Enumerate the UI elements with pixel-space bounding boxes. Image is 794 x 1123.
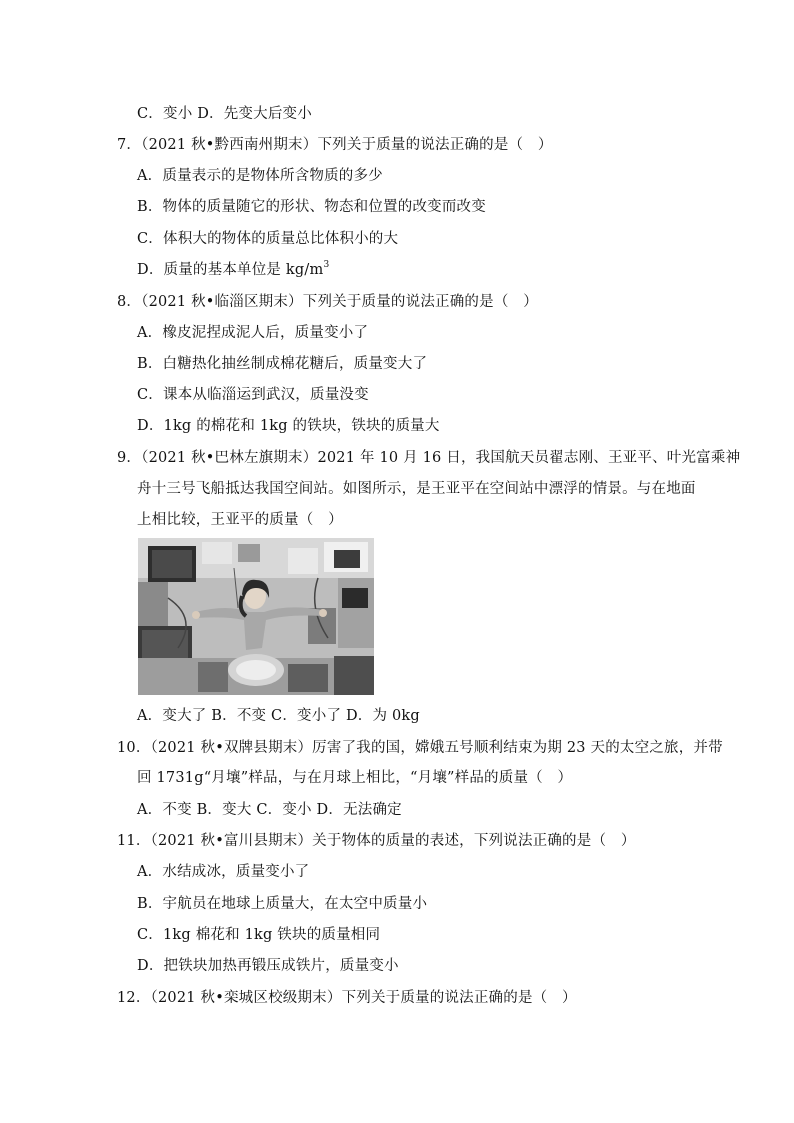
q9-options: A．变大了 B．不变 C．变小了 D．为 0kg bbox=[137, 708, 420, 724]
question-10-stem-line-1: 10．（2021 秋•双牌县期末）厉害了我的国，嫦娥五号顺利结束为期 23 天的太空之旅，并带 bbox=[117, 740, 723, 756]
q6-option-cd: C．变小 D．先变大后变小 bbox=[137, 106, 312, 122]
q7-option-d-text: D．质量的基本单位是 kg/m bbox=[137, 262, 324, 278]
question-10-stem-line-2: 回 1731g“月壤”样品，与在月球上相比，“月壤”样品的质量（ ） bbox=[137, 770, 573, 786]
q7-option-a: A．质量表示的是物体所含物质的多少 bbox=[137, 168, 383, 184]
question-9-stem-line-3: 上相比较，王亚平的质量（ ） bbox=[137, 512, 343, 528]
space-station-photo bbox=[138, 538, 374, 695]
q7-option-c: C．体积大的物体的质量总比体积小的大 bbox=[137, 231, 399, 247]
question-8-stem: 8．（2021 秋•临淄区期末）下列关于质量的说法正确的是（ ） bbox=[117, 294, 538, 310]
question-9-stem-line-1: 9．（2021 秋•巴林左旗期末）2021 年 10 月 16 日，我国航天员翟志刚、王亚平、叶光富乘神 bbox=[117, 450, 741, 466]
q8-option-d: D．1kg 的棉花和 1kg 的铁块，铁块的质量大 bbox=[137, 418, 440, 434]
question-11-stem: 11．（2021 秋•富川县期末）关于物体的质量的表述，下列说法正确的是（ ） bbox=[117, 833, 636, 849]
q10-options: A．不变 B．变大 C．变小 D．无法确定 bbox=[137, 802, 402, 818]
q8-option-b: B．白糖热化抽丝制成棉花糖后，质量变大了 bbox=[137, 356, 428, 372]
q7-option-d bbox=[137, 260, 329, 280]
q7-option-b: B．物体的质量随它的形状、物态和位置的改变而改变 bbox=[137, 199, 486, 215]
unit-exponent: 3 bbox=[323, 260, 330, 271]
q8-option-c: C．课本从临淄运到武汉，质量没变 bbox=[137, 387, 369, 403]
question-9-stem-line-2: 舟十三号飞船抵达我国空间站。如图所示，是王亚平在空间站中漂浮的情景。与在地面 bbox=[137, 481, 696, 497]
question-12-stem: 12．（2021 秋•栾城区校级期末）下列关于质量的说法正确的是（ ） bbox=[117, 990, 577, 1006]
q11-option-a: A．水结成冰，质量变小了 bbox=[137, 864, 310, 880]
q8-option-a: A．橡皮泥捏成泥人后，质量变小了 bbox=[137, 325, 369, 341]
question-7-stem: 7．（2021 秋•黔西南州期末）下列关于质量的说法正确的是（ ） bbox=[117, 137, 553, 153]
q11-option-b: B．宇航员在地球上质量大，在太空中质量小 bbox=[137, 896, 428, 912]
q11-option-d: D．把铁块加热再锻压成铁片，质量变小 bbox=[137, 958, 399, 974]
q11-option-c: C．1kg 棉花和 1kg 铁块的质量相同 bbox=[137, 927, 381, 943]
